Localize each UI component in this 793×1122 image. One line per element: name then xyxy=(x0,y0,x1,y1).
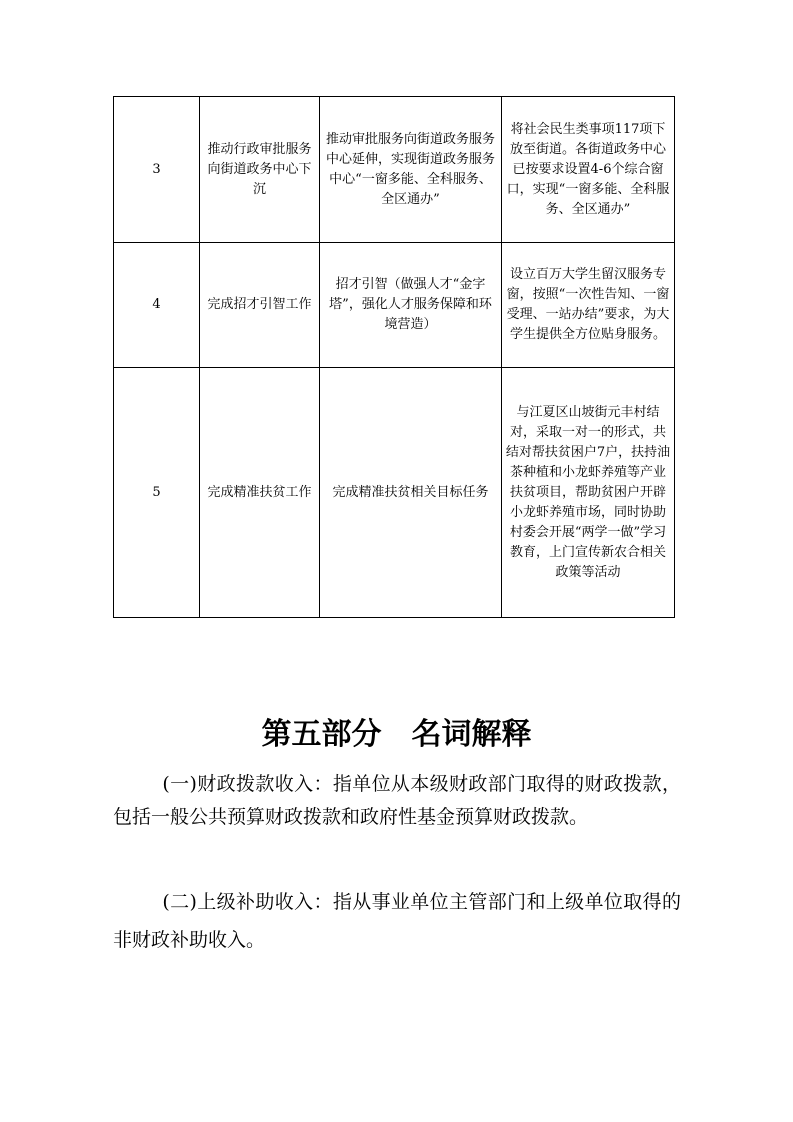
work-result-cell: 将社会民生类事项117项下放至街道。各街道政务中心已按要求设置4-6个综合窗口，实现“一窗多能、全科服务、全区通办” xyxy=(502,97,675,243)
work-goal-cell: 推动审批服务向街道政务服务中心延伸，实现街道政务服务中心“一窗多能、全科服务、全区通办” xyxy=(320,97,502,243)
table-row xyxy=(114,243,675,368)
table-row xyxy=(114,368,675,618)
work-goal-cell: 完成精准扶贫相关目标任务 xyxy=(320,368,502,618)
work-item-cell: 完成招才引智工作 xyxy=(200,243,320,368)
definition-paragraph: (一)财政拨款收入：指单位从本级财政部门取得的财政拨款，包括一般公共预算财政拨款和政府性基金预算财政拨款。 xyxy=(113,773,681,828)
performance-table xyxy=(113,96,675,618)
work-goal-cell: 招才引智（做强人才“金字塔”，强化人才服务保障和环境营造） xyxy=(320,243,502,368)
row-number-cell: 3 xyxy=(114,97,200,243)
row-number-cell: 5 xyxy=(114,368,200,618)
section-title: 第五部分 名词解释 xyxy=(261,717,532,752)
table-row xyxy=(114,97,675,243)
work-result-cell: 设立百万大学生留汉服务专窗，按照“一次性告知、一窗受理、一站办结”要求，为大学生提供全方位贴身服务。 xyxy=(502,243,675,368)
row-number-cell: 4 xyxy=(114,243,200,368)
definition-paragraph: (二)上级补助收入：指从事业单位主管部门和上级单位取得的非财政补助收入。 xyxy=(113,891,681,951)
work-result-cell: 与江夏区山坡街元丰村结对，采取一对一的形式，共结对帮扶贫困户7户，扶持油茶种植和小龙虾养殖等产业扶贫项目，帮助贫困户开辟小龙虾养殖市场，同时协助村委会开展“两学一做”学习教育，上门宣传新农合相关政策等活动 xyxy=(502,368,675,618)
work-item-cell: 推动行政审批服务向街道政务中心下沉 xyxy=(200,97,320,243)
work-item-cell: 完成精准扶贫工作 xyxy=(200,368,320,618)
